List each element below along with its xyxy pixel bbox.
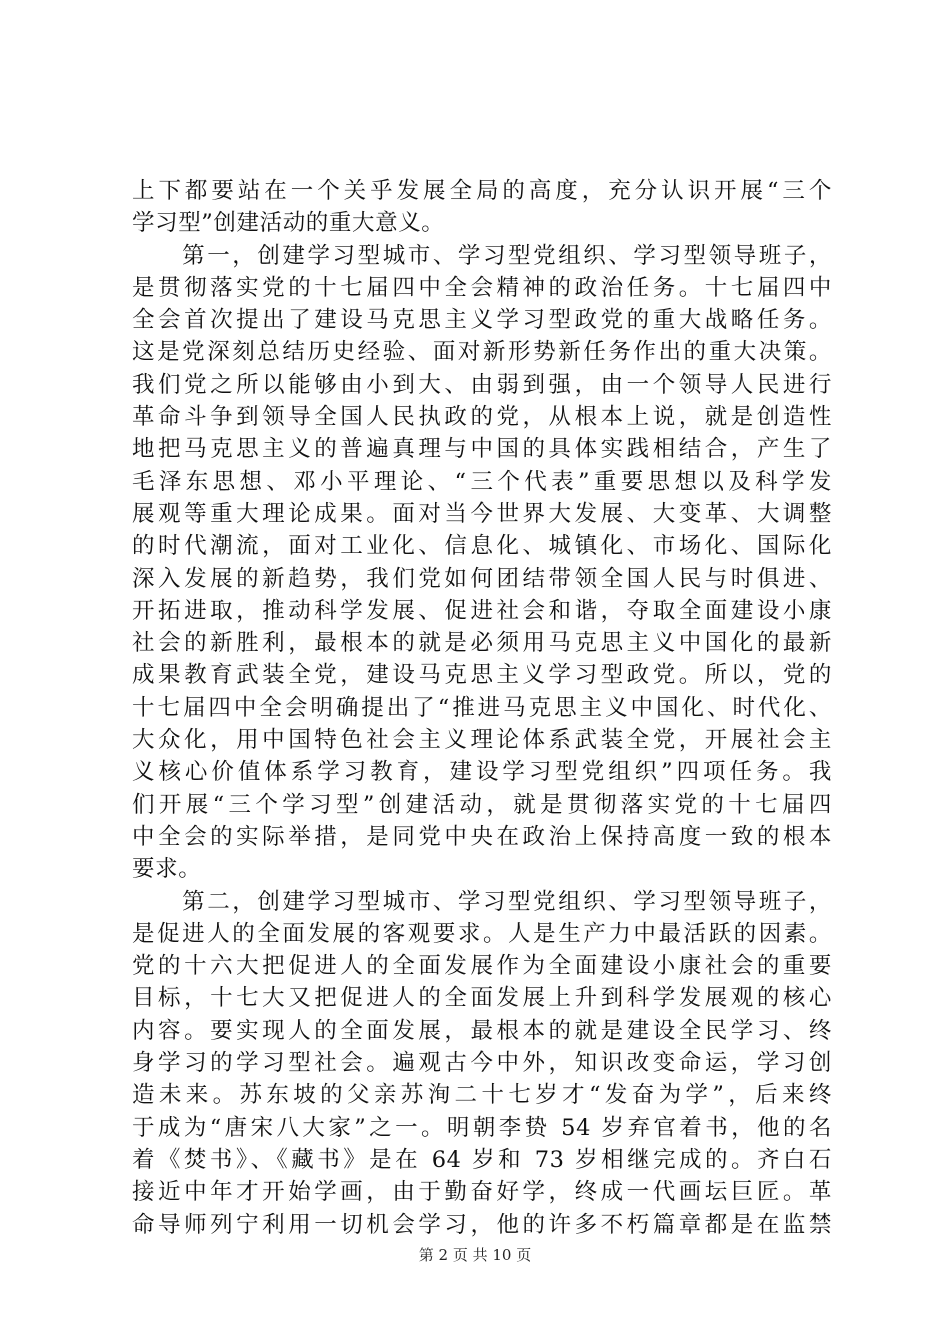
text-line: 第一，创建学习型城市、学习型党组织、学习型领导班子， [132, 242, 832, 269]
text-line: 上下都要站在一个关乎发展全局的高度，充分认识开展“三个 [132, 178, 832, 204]
text-line: 们开展“三个学习型”创建活动，就是贯彻落实党的十七届四 [132, 791, 832, 818]
text-line: 命导师列宁利用一切机会学习，他的许多不朽篇章都是在监禁 [132, 1211, 832, 1238]
text-line: 中全会的实际举措，是同党中央在政治上保持高度一致的根本 [132, 823, 832, 850]
text-line: 内容。要实现人的全面发展，最根本的就是建设全民学习、终 [132, 1017, 832, 1044]
page-footer [0, 1245, 950, 1265]
text-line: 接近中年才开始学画，由于勤奋好学，终成一代画坛巨匠。革 [132, 1179, 832, 1206]
text-line: 开拓进取，推动科学发展、促进社会和谐，夺取全面建设小康 [132, 597, 832, 624]
text-line: 要求。 [132, 856, 202, 883]
text-line: 的时代潮流，面对工业化、信息化、城镇化、市场化、国际化 [132, 533, 832, 560]
text-line: 是促进人的全面发展的客观要求。人是生产力中最活跃的因素。 [132, 920, 832, 947]
body-text [132, 175, 832, 1241]
text-line: 身学习的学习型社会。遍观古今中外，知识改变命运，学习创 [132, 1050, 832, 1077]
text-line: 义核心价值体系学习教育，建设学习型党组织”四项任务。我 [132, 759, 832, 786]
text-line: 深入发展的新趋势，我们党如何团结带领全国人民与时俱进、 [132, 565, 832, 592]
text-line: 这是党深刻总结历史经验、面对新形势新任务作出的重大决策。 [132, 339, 832, 366]
text-line: 十七届四中全会明确提出了“推进马克思主义中国化、时代化、 [132, 694, 832, 721]
text-line: 第二，创建学习型城市、学习型党组织、学习型领导班子， [132, 888, 832, 915]
text-line: 着《焚书》、《藏书》是在 64 岁和 73 岁相继完成的。齐白石 [132, 1146, 832, 1173]
text-line: 造未来。苏东坡的父亲苏洵二十七岁才“发奋为学”，后来终 [132, 1082, 832, 1109]
text-line: 大众化，用中国特色社会主义理论体系武装全党，开展社会主 [132, 727, 832, 754]
text-line: 地把马克思主义的普遍真理与中国的具体实践相结合，产生了 [132, 436, 832, 463]
text-line: 社会的新胜利，最根本的就是必须用马克思主义中国化的最新 [132, 630, 832, 657]
text-line: 是贯彻落实党的十七届四中全会精神的政治任务。十七届四中 [132, 274, 832, 301]
text-line: 我们党之所以能够由小到大、由弱到强，由一个领导人民进行 [132, 371, 832, 398]
text-line: 学习型”创建活动的重大意义。 [132, 210, 445, 237]
text-line: 于成为“唐宋八大家”之一。明朝李贽 54 岁弃官着书，他的名 [132, 1114, 832, 1141]
text-line: 革命斗争到领导全国人民执政的党，从根本上说，就是创造性 [132, 404, 832, 431]
text-line: 目标，十七大又把促进人的全面发展上升到科学发展观的核心 [132, 985, 832, 1012]
text-line: 展观等重大理论成果。面对当今世界大发展、大变革、大调整 [132, 500, 832, 527]
text-line: 党的十六大把促进人的全面发展作为全面建设小康社会的重要 [132, 953, 832, 980]
page-number-label: 第 2 页 共 10 页 [418, 1246, 532, 1264]
text-line: 毛泽东思想、邓小平理论、“三个代表”重要思想以及科学发 [132, 468, 832, 495]
text-line: 全会首次提出了建设马克思主义学习型政党的重大战略任务。 [132, 307, 832, 334]
text-line: 成果教育武装全党，建设马克思主义学习型政党。所以，党的 [132, 662, 832, 689]
